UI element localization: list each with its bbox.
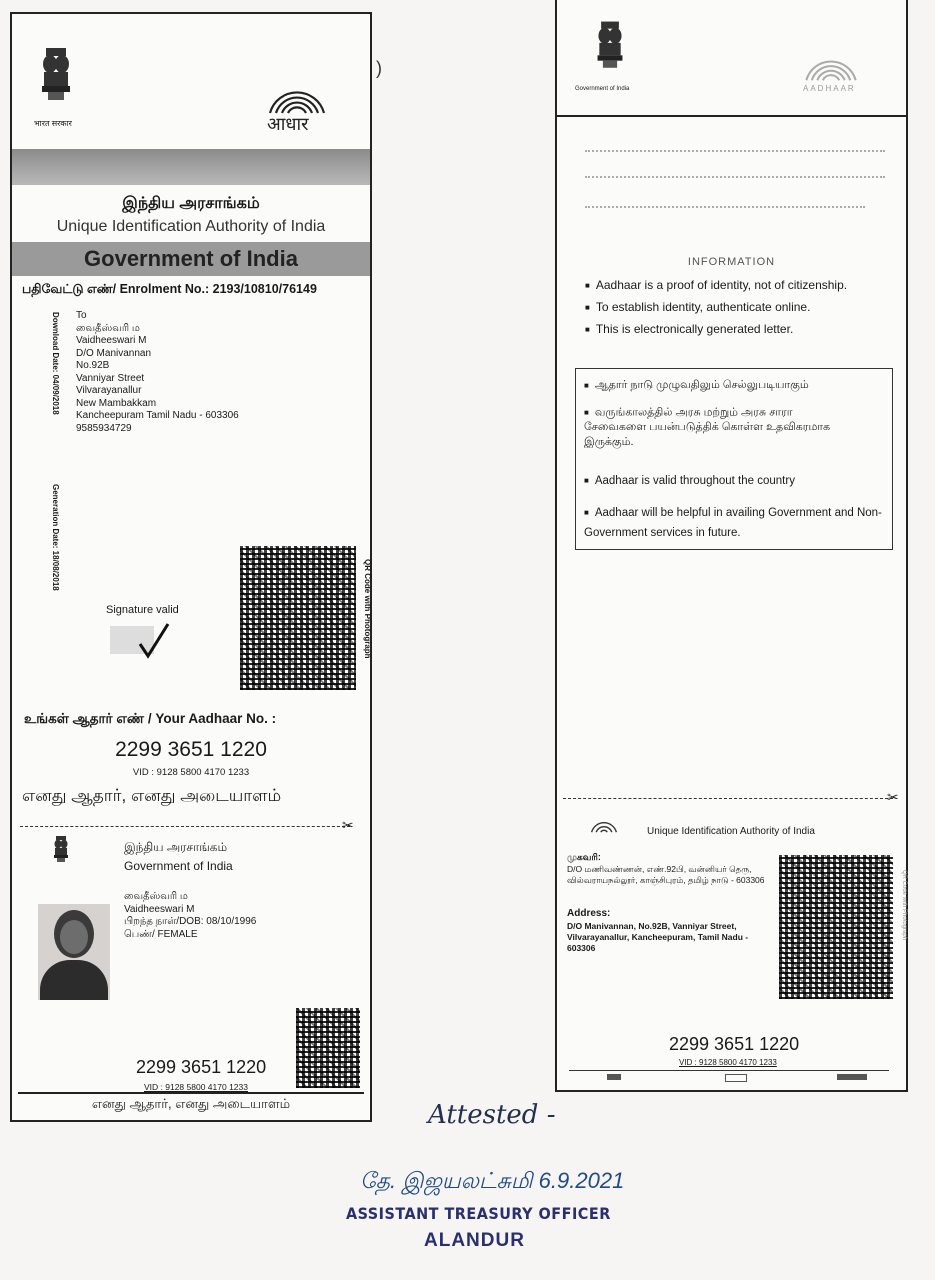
- aadhaar-logo-icon-right: [799, 40, 863, 84]
- address-name: Vaidheeswari M: [76, 335, 147, 346]
- back-address-label: Address:: [567, 908, 611, 919]
- slogan: எனது ஆதார், எனது அடையாளம்: [22, 786, 282, 805]
- header-band-top: [12, 149, 370, 185]
- scissors-icon: ✂: [342, 817, 354, 833]
- back-address-tamil: D/O மணிவண்ணன், எண்.92பி, வன்னியர் தெரு, வில்வராயநல்லூர், காஞ்சிபுரம், தமிழ் நாடு - 603306: [567, 864, 765, 885]
- card-name: Vaidheeswari M: [124, 903, 195, 915]
- officer-designation: ASSISTANT TREASURY OFFICER: [346, 1204, 611, 1223]
- govt-english-heading: Government of India: [12, 242, 370, 276]
- validity-box: [575, 368, 893, 550]
- box-line-2: ■ வருங்காலத்தில் அரசு மற்றும் அரசு சாரா சேவைகளை பயன்படுத்திக் கொள்ள உதவிகரமாக இருக்கும்.: [584, 405, 854, 450]
- card-holder-details: [124, 891, 256, 941]
- card-govt-english: Government of India: [124, 859, 233, 873]
- card-qr-code: [296, 1008, 360, 1088]
- info-line-3: ■ This is electronically generated letter.: [585, 322, 793, 336]
- signature-label: Signature valid: [106, 604, 179, 616]
- footer-icons: [607, 1074, 887, 1082]
- card-dob: பிறந்த நாள்/DOB: 08/10/1996: [124, 916, 257, 927]
- govt-tamil-heading: இந்திய அரசாங்கம்: [122, 195, 260, 212]
- address-district: Kancheepuram Tamil Nadu - 603306: [76, 410, 239, 421]
- header-rule: [557, 115, 906, 117]
- emblem-caption: भारत सरकार: [34, 119, 72, 128]
- uidai-heading: Unique Identification Authority of India: [56, 218, 326, 235]
- address-name-tamil: வைதீஸ்வரி ம: [76, 322, 140, 334]
- back-header: Unique Identification Authority of India: [647, 826, 815, 837]
- address-relation: D/O Manivannan: [76, 347, 152, 359]
- address-house: No.92B: [76, 360, 110, 371]
- left-aadhaar-letter: [10, 12, 372, 1122]
- cut-line: [20, 826, 350, 827]
- edge-mark: ): [376, 58, 382, 78]
- qr-code: [240, 546, 356, 690]
- generation-date: Generation Date: 18/08/2018: [51, 484, 60, 591]
- qr-caption: QR Code with Photograph: [363, 559, 372, 659]
- emblem-caption-right: Government of India: [575, 86, 630, 92]
- signature-check-icon: [110, 620, 174, 660]
- card-bottom-rule: [18, 1092, 364, 1094]
- box-line-3: ■ Aadhaar is valid throughout the country: [584, 475, 795, 487]
- address-street: Vanniyar Street: [76, 372, 145, 384]
- faint-tamil-text: [585, 150, 905, 216]
- card-govt-tamil: இந்திய அரசாங்கம்: [124, 840, 228, 854]
- card-slogan: எனது ஆதார், எனது அடையாளம்: [91, 1096, 291, 1111]
- right-cut-line: [563, 798, 893, 799]
- national-emblem-icon: [38, 44, 74, 116]
- aadhaar-logo-text-right: AADHAAR: [803, 84, 856, 93]
- your-aadhaar-label: உங்கள் ஆதார் எண் / Your Aadhaar No. :: [24, 711, 277, 726]
- back-qr-caption: QR Code with Photograph: [901, 870, 907, 941]
- back-address: D/O Manivannan, No.92B, Vanniyar Street, Vilvarayanallur, Kancheepuram, Tamil Nadu - 603306: [567, 921, 749, 953]
- enrolment-number: பதிவேட்டு எண்/ Enrolment No.: 2193/10810/76149: [22, 282, 317, 296]
- address-area: Vilvarayanallur: [76, 385, 142, 396]
- info-line-1: ■ Aadhaar is a proof of identity, not of citizenship.: [585, 278, 847, 292]
- back-aadhaar-number: 2299 3651 1220: [669, 1034, 800, 1054]
- card-vid: VID : 9128 5800 4170 1233: [144, 1082, 248, 1092]
- officer-place: ALANDUR: [424, 1230, 525, 1251]
- recipient-address: [76, 310, 239, 435]
- aadhaar-logo-text: आधार: [267, 114, 309, 134]
- card-aadhaar-number: 2299 3651 1220: [136, 1057, 267, 1077]
- address-to: To: [76, 310, 87, 321]
- info-heading: INFORMATION: [687, 256, 776, 268]
- back-qr-code: [779, 855, 893, 999]
- card-emblem-icon: [52, 834, 70, 870]
- back-vid: VID : 9128 5800 4170 1233: [679, 1058, 777, 1067]
- attestation-signature: தே. இஜயலட்சுமி 6.9.2021: [360, 1168, 625, 1193]
- back-footer-rule: [569, 1070, 889, 1071]
- card-gender: பெண்/ FEMALE: [124, 928, 198, 940]
- right-aadhaar-letter: [555, 0, 908, 1092]
- info-line-2: ■ To establish identity, authenticate online.: [585, 300, 810, 314]
- address-phone: 9585934729: [76, 422, 132, 434]
- address-locality: New Mambakkam: [76, 397, 157, 409]
- back-address-tamil-label: முகவரி:: [567, 852, 601, 862]
- card-name-tamil: வைதீஸ்வரி ம: [124, 891, 188, 902]
- back-aadhaar-logo-icon: [587, 812, 621, 834]
- vid-number: VID : 9128 5800 4170 1233: [132, 767, 250, 778]
- national-emblem-icon-right: [593, 18, 627, 82]
- attested-handwriting: Attested -: [428, 1100, 556, 1130]
- aadhaar-logo-icon: [262, 69, 332, 117]
- holder-photo: [38, 904, 110, 1000]
- aadhaar-number: 2299 3651 1220: [115, 738, 267, 761]
- box-line-1: ■ ஆதார் நாடு முழுவதிலும் செல்லுபடியாகும்: [584, 379, 809, 393]
- download-date: Download Date: 04/09/2018: [51, 312, 60, 415]
- right-scissors-icon: ✂: [887, 789, 899, 805]
- box-line-4: ■ Aadhaar will be helpful in availing Government and Non-Government services in future.: [584, 503, 884, 543]
